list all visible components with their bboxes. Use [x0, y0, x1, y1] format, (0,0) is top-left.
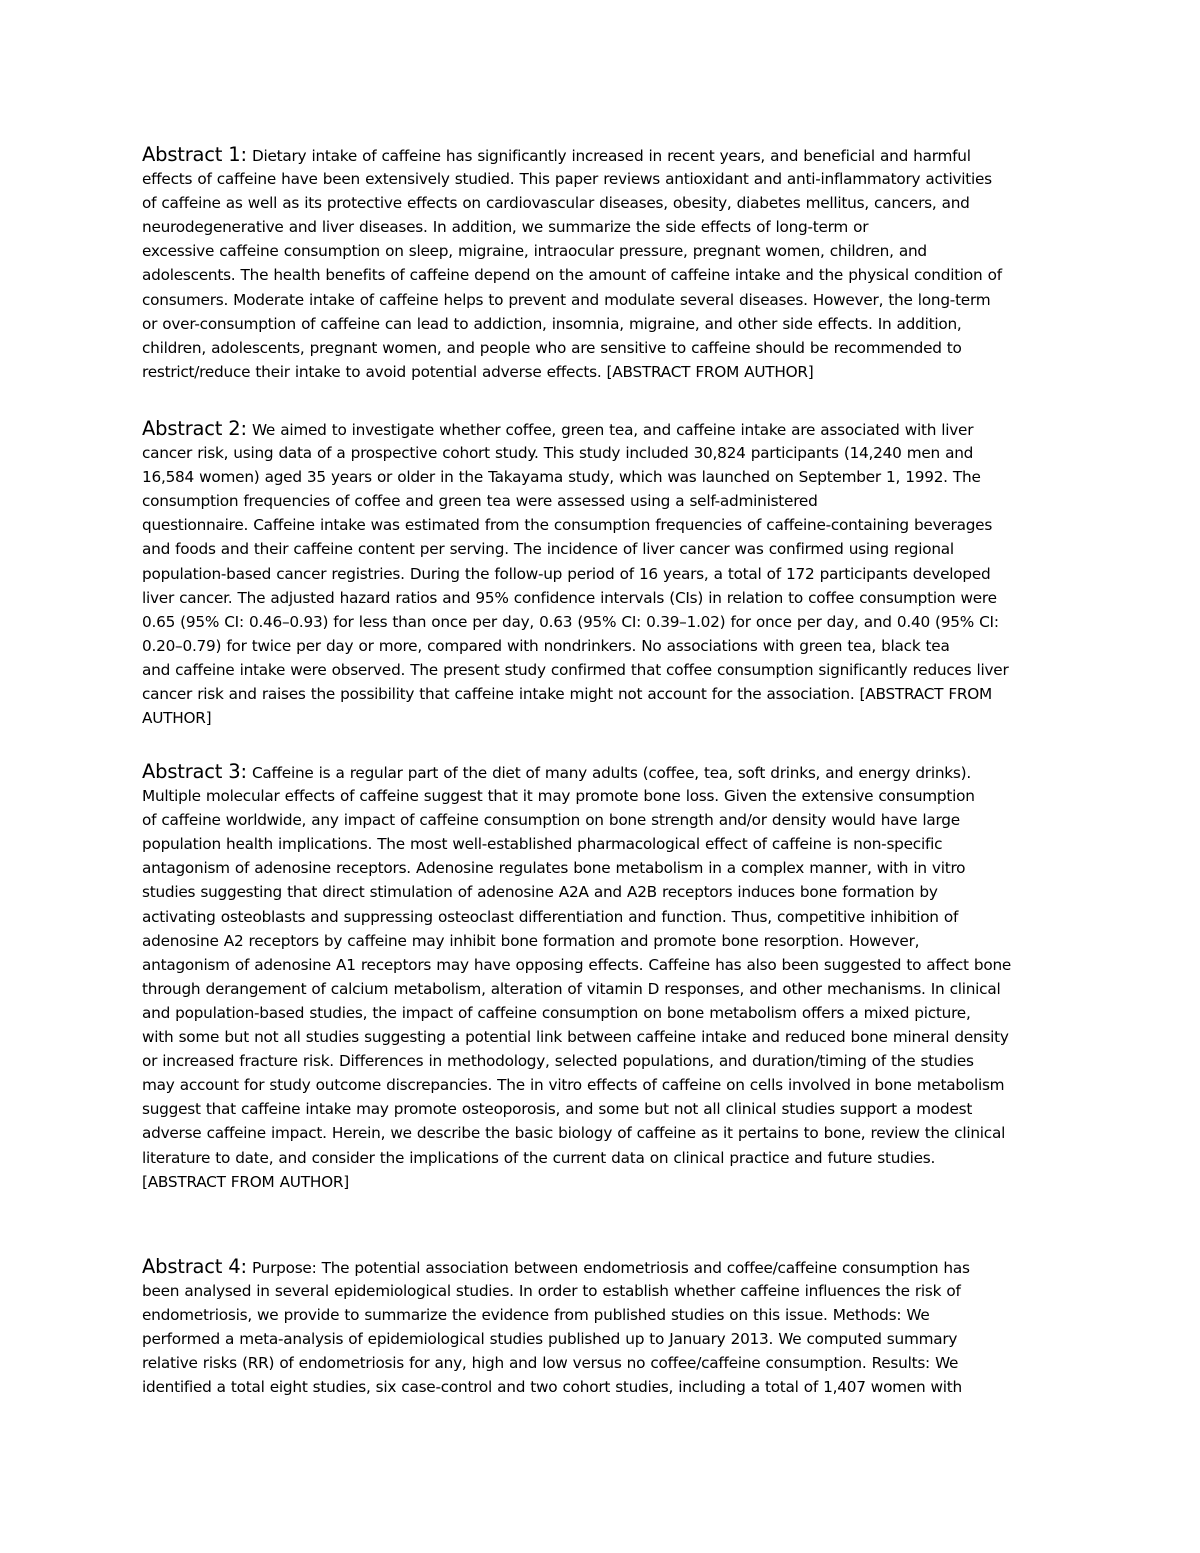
- abstract-line: 16,584 women) aged 35 years or older in the Takayama study, which was launched on September 1, 1992. The: [142, 468, 981, 487]
- abstract-line: or increased fracture risk. Differences in methodology, selected populations, and duration/timing of the studies: [142, 1052, 974, 1071]
- abstract-line: consumption frequencies of coffee and green tea were assessed using a self-administered: [142, 492, 818, 511]
- abstract-line: [142, 760, 1011, 784]
- abstract-line: studies suggesting that direct stimulation of adenosine A2A and A2B receptors induces bone formation by: [142, 883, 938, 902]
- abstract-line: and population-based studies, the impact of caffeine consumption on bone metabolism offers a mixed picture,: [142, 1003, 971, 1022]
- abstract-line: and foods and their caffeine content per serving. The incidence of liver cancer was confirmed using regional: [142, 540, 954, 559]
- abstract-line: 0.65 (95% CI: 0.46–0.93) for less than once per day, 0.63 (95% CI: 0.39–1.02) for once per day, and 0.40 (95% CI:: [142, 612, 999, 631]
- abstract-line: population health implications. The most well-established pharmacological effect of caffeine is non-specific: [142, 835, 943, 854]
- abstract-text: Caffeine is a regular part of the diet of many adults (coffee, tea, soft drinks, and energy drinks).: [246, 764, 971, 782]
- abstract-line: liver cancer. The adjusted hazard ratios and 95% confidence intervals (CIs) in relation to coffee consumption were: [142, 588, 997, 607]
- abstract-line: effects of caffeine have been extensively studied. This paper reviews antioxidant and anti-inflammatory activities: [142, 170, 992, 189]
- abstract-2: [142, 417, 1009, 730]
- abstract-line: adverse caffeine impact. Herein, we describe the basic biology of caffeine as it pertains to bone, review the clinical: [142, 1124, 1006, 1143]
- abstract-line: Multiple molecular effects of caffeine suggest that it may promote bone loss. Given the extensive consumption: [142, 787, 975, 806]
- abstract-line: endometriosis, we provide to summarize the evidence from published studies on this issue. Methods: We: [142, 1306, 930, 1325]
- abstract-1: [142, 143, 1002, 384]
- abstract-line: suggest that caffeine intake may promote osteoporosis, and some but not all clinical studies support a modest: [142, 1100, 973, 1119]
- abstract-line: cancer risk and raises the possibility that caffeine intake might not account for the association. [ABSTRACT FROM: [142, 685, 993, 704]
- abstract-line: been analysed in several epidemiological studies. In order to establish whether caffeine influences the risk of: [142, 1282, 961, 1301]
- abstract-line: AUTHOR]: [142, 709, 212, 728]
- abstract-line: [142, 417, 1009, 441]
- abstract-heading: Abstract 4:: [142, 1255, 247, 1278]
- abstract-line: with some but not all studies suggesting a potential link between caffeine intake and reduced bone mineral density: [142, 1028, 1009, 1047]
- abstract-line: and caffeine intake were observed. The present study confirmed that coffee consumption significantly reduces liver: [142, 660, 1009, 679]
- abstract-line: of caffeine as well as its protective effects on cardiovascular diseases, obesity, diabetes mellitus, cancers, and: [142, 194, 970, 213]
- abstract-line: population-based cancer registries. During the follow-up period of 16 years, a total of 172 participants developed: [142, 564, 991, 583]
- abstract-line: [ABSTRACT FROM AUTHOR]: [142, 1172, 349, 1191]
- abstract-heading: Abstract 2:: [142, 417, 247, 440]
- abstract-line: through derangement of calcium metabolism, alteration of vitamin D responses, and other mechanisms. In clinical: [142, 979, 1001, 998]
- abstract-heading: Abstract 3:: [142, 760, 247, 783]
- abstract-line: performed a meta-analysis of epidemiological studies published up to January 2013. We computed summary: [142, 1330, 958, 1349]
- abstract-line: 0.20–0.79) for twice per day or more, compared with nondrinkers. No associations with green tea, black tea: [142, 636, 950, 655]
- abstract-line: or over-consumption of caffeine can lead to addiction, insomnia, migraine, and other side effects. In addition,: [142, 314, 962, 333]
- abstract-heading: Abstract 1:: [142, 143, 247, 166]
- abstract-line: of caffeine worldwide, any impact of caffeine consumption on bone strength and/or density would have large: [142, 811, 960, 830]
- abstract-line: identified a total eight studies, six case-control and two cohort studies, including a total of 1,407 women with: [142, 1378, 962, 1397]
- abstract-line: cancer risk, using data of a prospective cohort study. This study included 30,824 participants (14,240 men and: [142, 444, 974, 463]
- abstract-line: consumers. Moderate intake of caffeine helps to prevent and modulate several diseases. However, the long-term: [142, 290, 991, 309]
- abstract-line: adolescents. The health benefits of caffeine depend on the amount of caffeine intake and the physical condition of: [142, 266, 1002, 285]
- abstract-line: antagonism of adenosine receptors. Adenosine regulates bone metabolism in a complex manner, with in vitro: [142, 859, 966, 878]
- abstract-line: children, adolescents, pregnant women, and people who are sensitive to caffeine should be recommended to: [142, 338, 962, 357]
- abstract-line: adenosine A2 receptors by caffeine may inhibit bone formation and promote bone resorption. However,: [142, 931, 920, 950]
- abstract-text: We aimed to investigate whether coffee, green tea, and caffeine intake are associated with liver: [246, 421, 974, 439]
- abstract-line: restrict/reduce their intake to avoid potential adverse effects. [ABSTRACT FROM AUTHOR]: [142, 362, 814, 381]
- abstract-line: [142, 1255, 970, 1279]
- abstract-line: excessive caffeine consumption on sleep, migraine, intraocular pressure, pregnant women, children, and: [142, 242, 927, 261]
- abstract-line: neurodegenerative and liver diseases. In addition, we summarize the side effects of long-term or: [142, 218, 869, 237]
- abstract-3: [142, 760, 1011, 1194]
- abstract-line: literature to date, and consider the implications of the current data on clinical practice and future studies.: [142, 1148, 936, 1167]
- abstract-line: [142, 143, 1002, 167]
- abstract-line: questionnaire. Caffeine intake was estimated from the consumption frequencies of caffeine-containing beverages: [142, 516, 993, 535]
- abstract-text: Purpose: The potential association between endometriosis and coffee/caffeine consumption has: [246, 1259, 970, 1277]
- abstract-line: relative risks (RR) of endometriosis for any, high and low versus no coffee/caffeine consumption. Results: We: [142, 1354, 959, 1373]
- abstract-text: Dietary intake of caffeine has significantly increased in recent years, and beneficial and harmful: [246, 147, 971, 165]
- abstract-line: antagonism of adenosine A1 receptors may have opposing effects. Caffeine has also been suggested to affect bone: [142, 955, 1012, 974]
- abstract-4: [142, 1255, 970, 1400]
- abstract-line: may account for study outcome discrepancies. The in vitro effects of caffeine on cells involved in bone metabolism: [142, 1076, 1005, 1095]
- abstract-line: activating osteoblasts and suppressing osteoclast differentiation and function. Thus, competitive inhibition of: [142, 907, 959, 926]
